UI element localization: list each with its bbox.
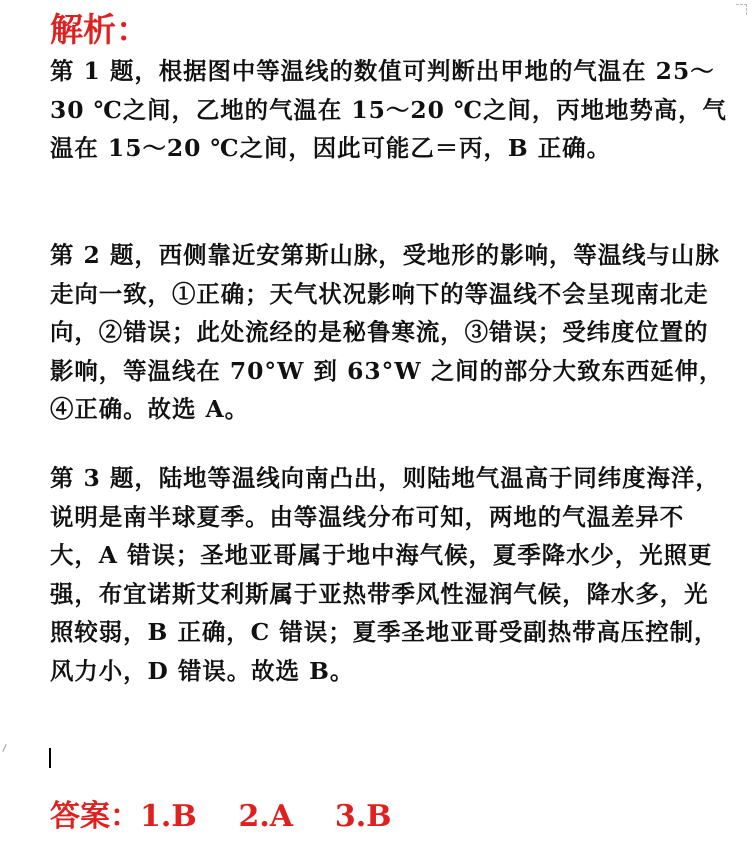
answer-line (50, 795, 392, 839)
paragraph-question-1: 第 1 题，根据图中等温线的数值可判断出甲地的气温在 25～30 ℃之间，乙地的气温在 15～20 ℃之间，丙地地势高，气温在 15～20 ℃之间，因此可能乙＝丙，B 正确。 (50, 57, 727, 163)
page-corner-mark (736, 4, 747, 15)
text-cursor[interactable] (49, 748, 51, 768)
answer-label: 答案： (50, 799, 140, 834)
paragraph-question-2: 第 2 题，西侧靠近安第斯山脉，受地形的影响，等温线与山脉走向一致，①正确；天气状况影响下的等温线不会呈现南北走向，②错误；此处流经的是秘鲁寒流，③错误；受纬度位置的影响，等温线在 70°W 到 63°W 之间的部分大致东西延伸，④正确。故选 A。 (50, 241, 724, 424)
margin-mark (2, 744, 6, 752)
paragraph-question-3: 第 3 题，陆地等温线向南凸出，则陆地气温高于同纬度海洋，说明是南半球夏季。由等温线分布可知，两地的气温差异不大，A 错误；圣地亚哥属于地中海气候，夏季降水少，光照更强，布宜诺斯艾利斯属于亚热带季风性湿润气候，降水多，光照较弱，B 正确，C 错误；夏季圣地亚哥受副热带高压控制，风力小，D 错误。故选 B。 (50, 464, 720, 685)
analysis-heading: 解析： (50, 10, 149, 49)
answer-items: 1.B 2.A 3.B (140, 799, 392, 834)
